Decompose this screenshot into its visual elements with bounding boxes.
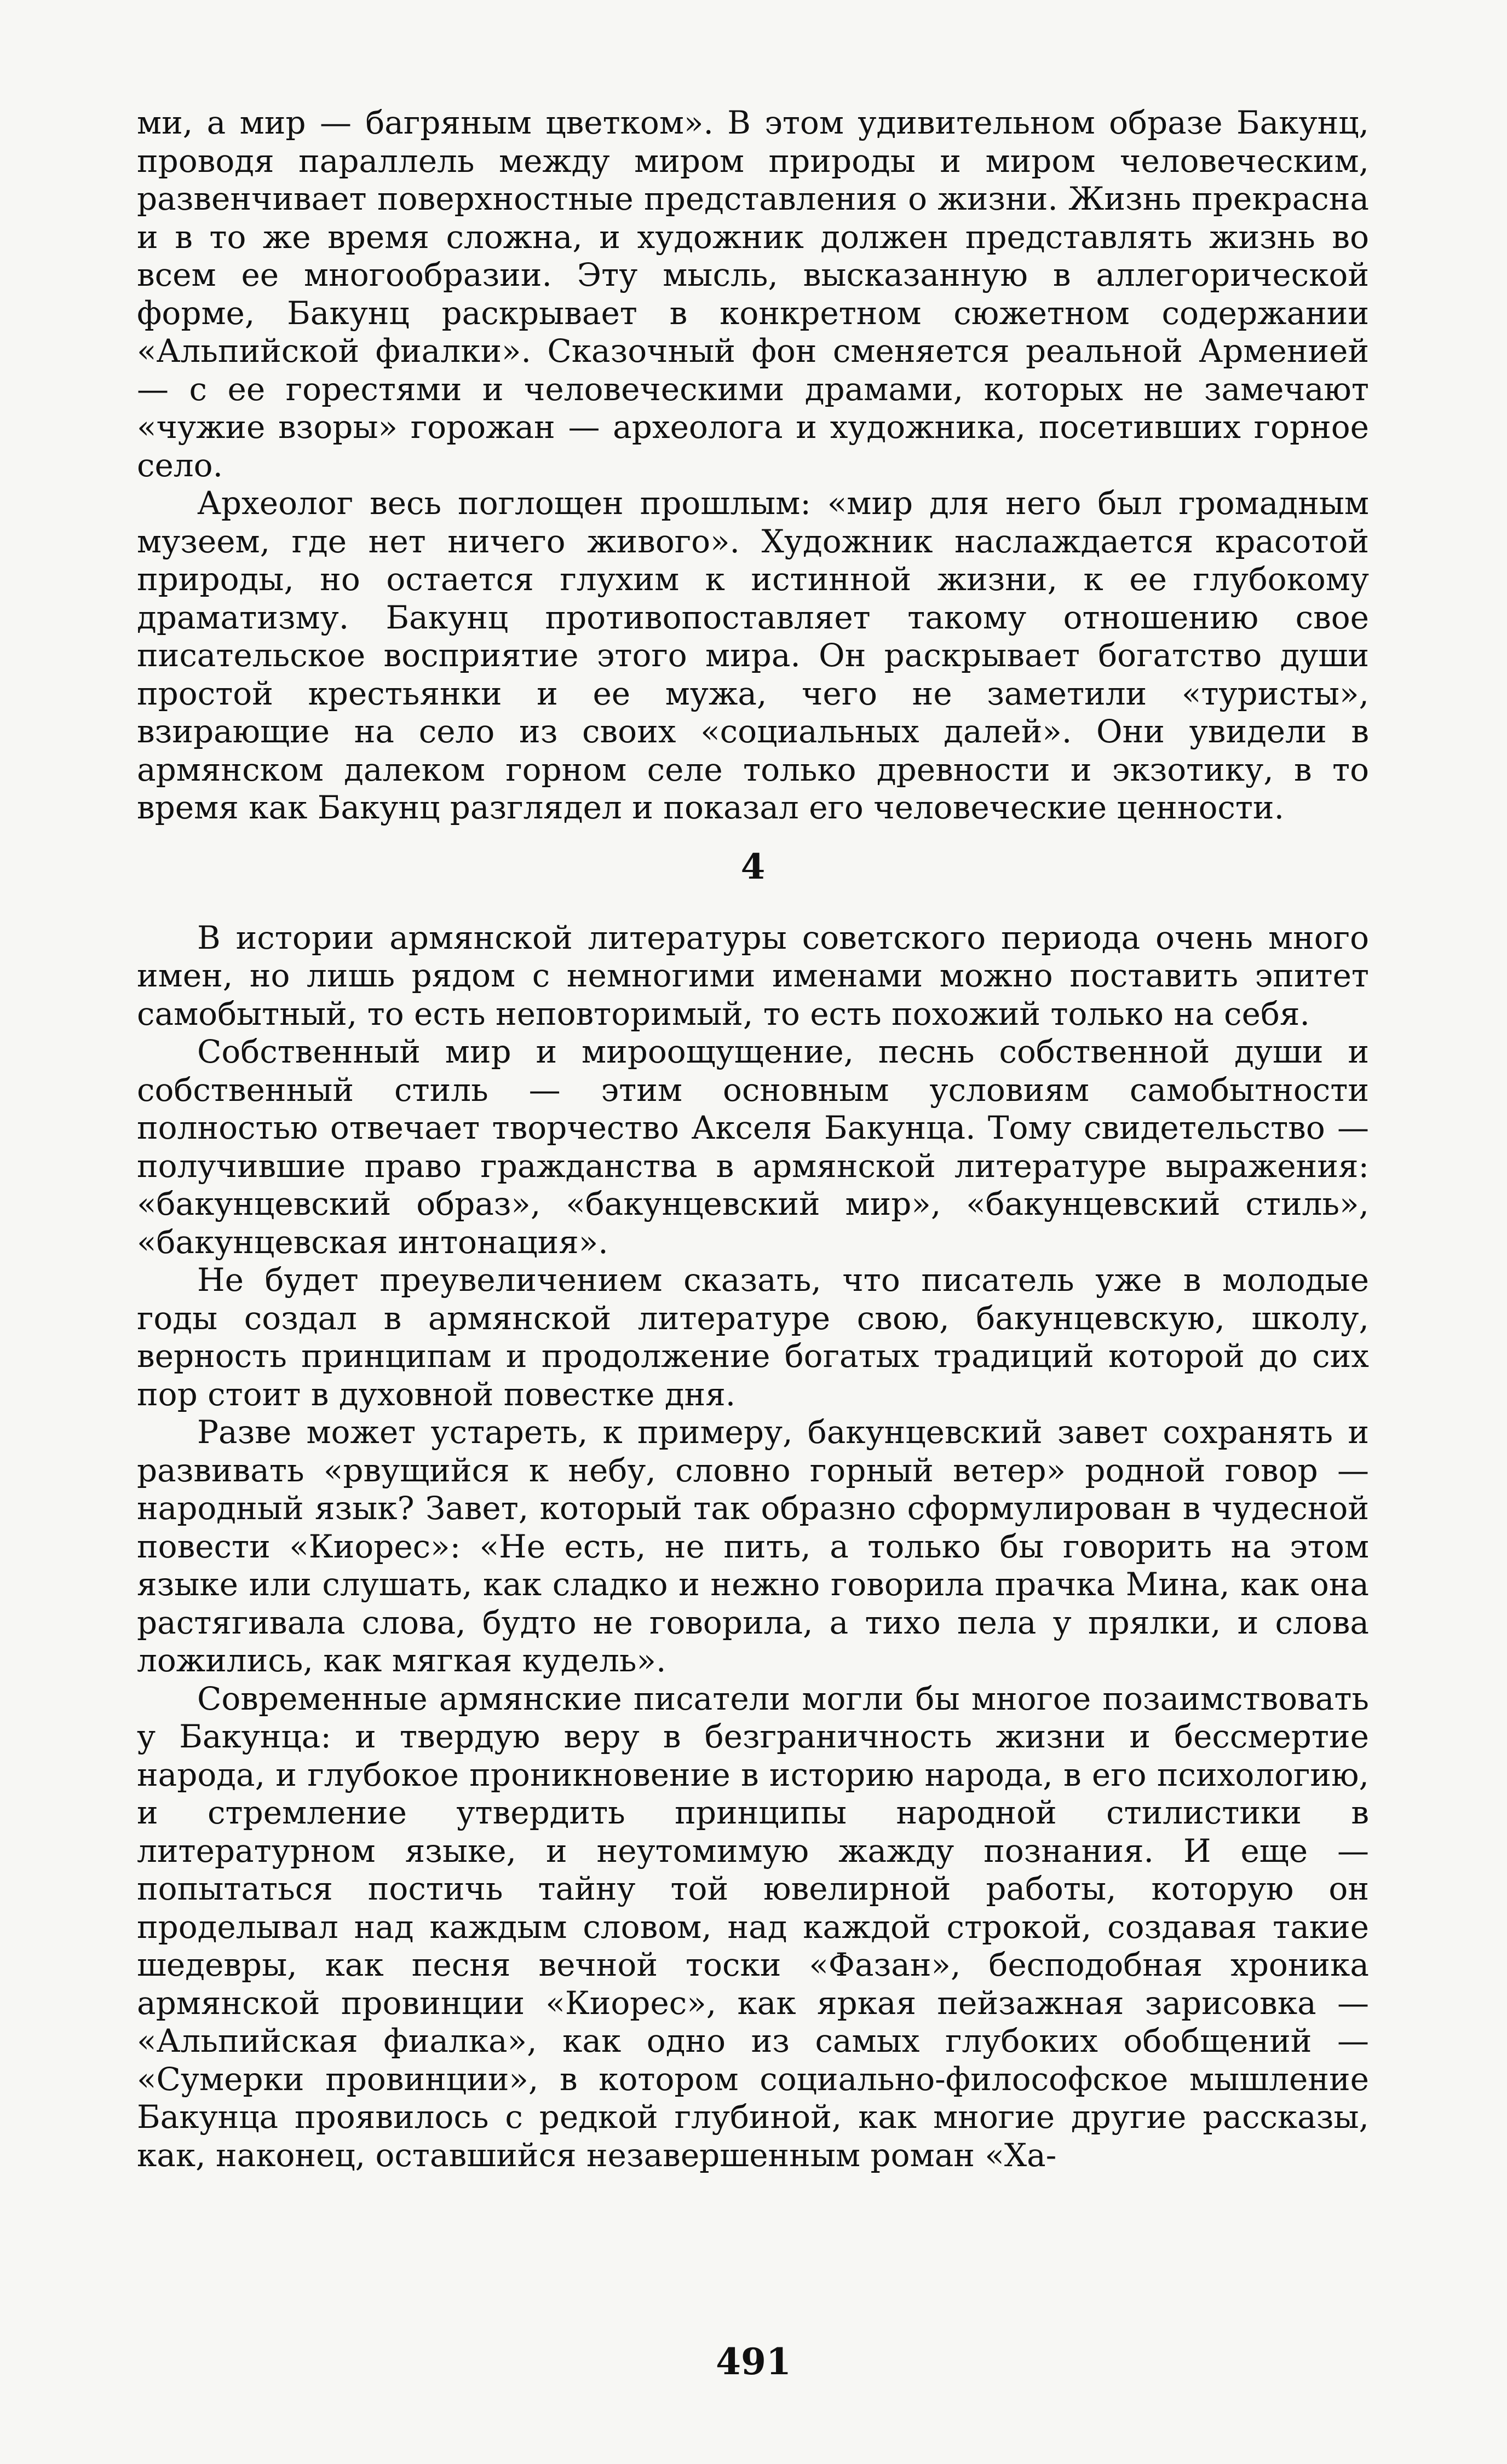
- page-body: [137, 104, 1369, 2174]
- paragraph: ми, а мир — багряным цветком». В этом удивительном образе Бакунц, проводя параллель между миром природы и миром человеческим, развенчивает поверхностные представления о жизни. Жизнь прекрасна и в то же время сложна, и художник должен представлять жизнь во всем ее многообразии. Эту мысль, высказанную в аллегорической форме, Бакунц раскрывает в конкретном сюжетном содержании «Альпийской фиалки». Сказочный фон сменяется реальной Арменией — с ее горестями и человеческими драмами, которых не замечают «чужие взоры» горожан — археолога и художника, посетивших горное село.: [137, 104, 1369, 484]
- paragraph: Археолог весь поглощен прошлым: «мир для него был громадным музеем, где нет ничего живого». Художник наслаждается красотой природы, но остается глухим к истинной жизни, к ее глубокому драматизму. Бакунц противопоставляет такому отношению свое писательское восприятие этого мира. Он раскрывает богатство души простой крестьянки и ее мужа, чего не заметили «туристы», взирающие на село из своих «социальных далей». Они увидели в армянском далеком горном селе только древности и экзотику, в то время как Бакунц разглядел и показал его человеческие ценности.: [137, 484, 1369, 826]
- paragraph: Не будет преувеличением сказать, что писатель уже в молодые годы создал в армянской литературе свою, бакунцевскую, школу, верность принципам и продолжение богатых традиций которой до сих пор стоит в духовной повестке дня.: [137, 1261, 1369, 1413]
- paragraph: Разве может устареть, к примеру, бакунцевский завет сохранять и развивать «рвущийся к небу, словно горный ветер» родной говор — народный язык? Завет, который так образно сформулирован в чудесной повести «Киорес»: «Не есть, не пить, а только бы говорить на этом языке или слушать, как сладко и нежно говорила прачка Мина, как она растягивала слова, будто не говорила, а тихо пела у прялки, и слова ложились, как мягкая кудель».: [137, 1413, 1369, 1679]
- paragraph: В истории армянской литературы советского периода очень много имен, но лишь рядом с немногими именами можно поставить эпитет самобытный, то есть неповторимый, то есть похожий только на себя.: [137, 919, 1369, 1032]
- paragraph: Собственный мир и мироощущение, песнь собственной души и собственный стиль — этим основным условиям самобытности полностью отвечает творчество Акселя Бакунца. Тому свидетельство — получившие право гражданства в армянской литературе выражения: «бакунцевский образ», «бакунцевский мир», «бакунцевский стиль», «бакунцевская интонация».: [137, 1033, 1369, 1261]
- page-number: 491: [716, 2340, 791, 2383]
- section-number: 4: [740, 846, 766, 887]
- paragraph: Современные армянские писатели могли бы многое позаимствовать у Бакунца: и твердую веру в безграничность жизни и бессмертие народа, и глубокое проникновение в историю народа, в его психологию, и стремление утвердить принципы народной стилистики в литературном языке, и неутомимую жажду познания. И еще — попытаться постичь тайну той ювелирной работы, которую он проделывал над каждым словом, над каждой строкой, создавая такие шедевры, как песня вечной тоски «Фазан», бесподобная хроника армянской провинции «Киорес», как яркая пейзажная зарисовка — «Альпийская фиалка», как одно из самых глубоких обобщений — «Сумерки провинции», в котором социально-философское мышление Бакунца проявилось с редкой глубиной, как многие другие рассказы, как, наконец, оставшийся незавершенным роман «Ха-: [137, 1680, 1369, 2174]
